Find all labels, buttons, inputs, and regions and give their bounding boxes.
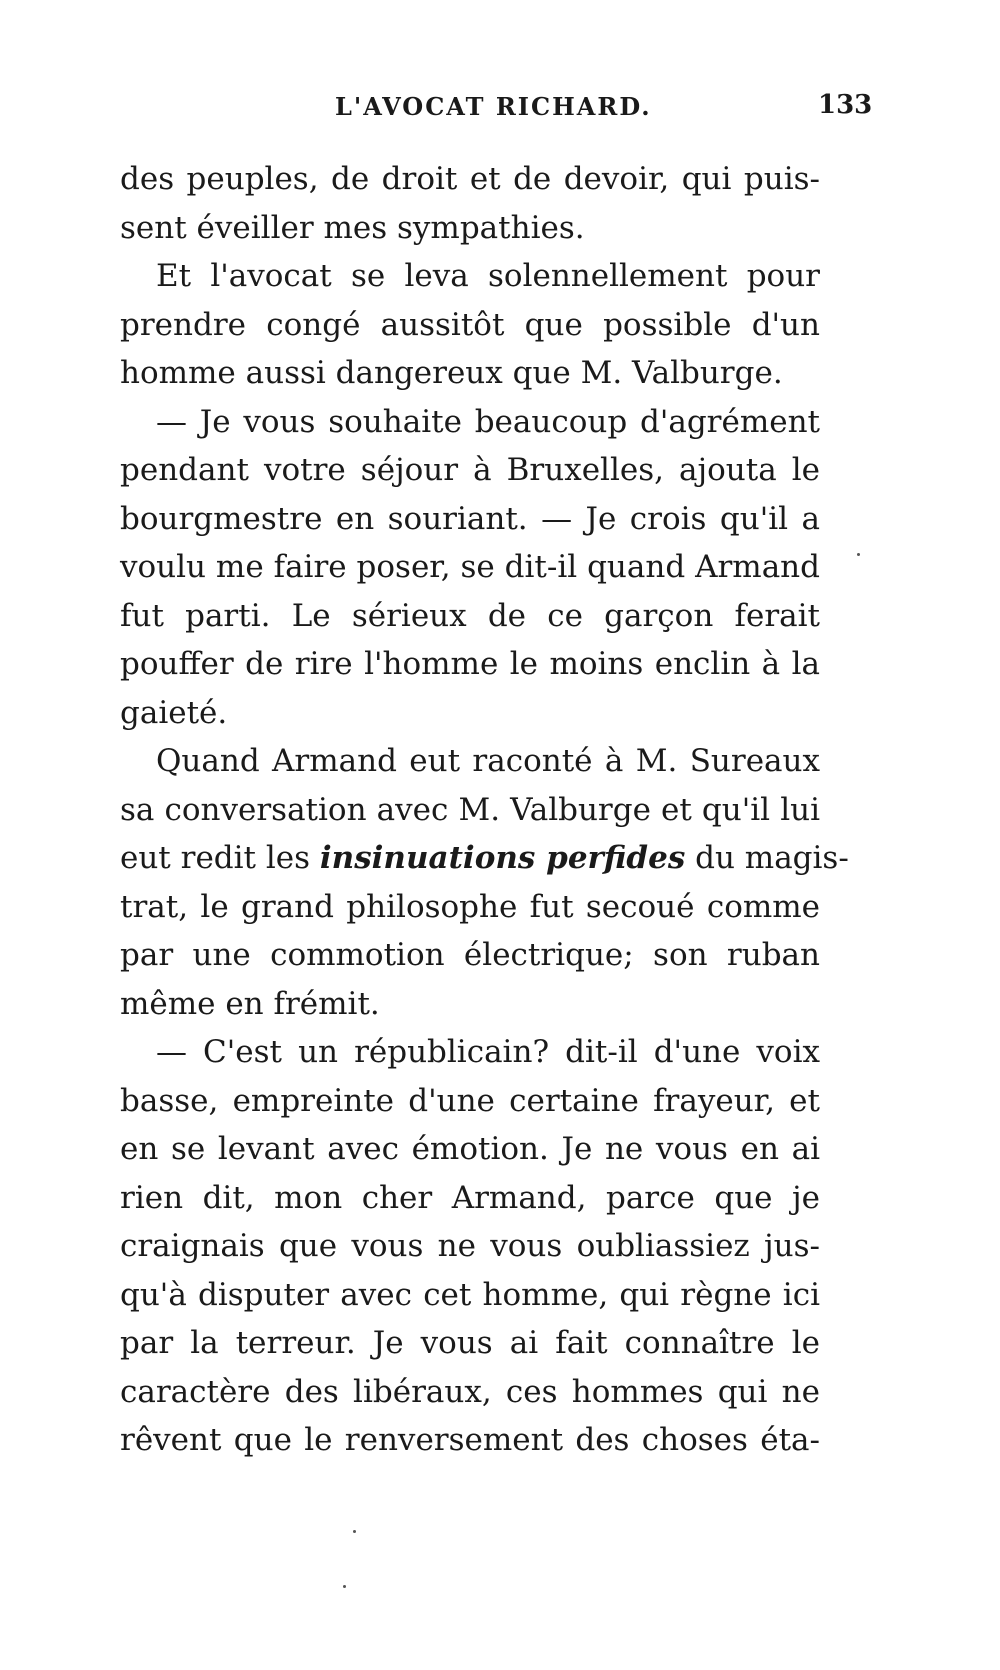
text-line: trat, le grand philosophe fut secoué comme bbox=[120, 888, 820, 925]
text-line: rien dit, mon cher Armand, parce que je bbox=[120, 1179, 820, 1216]
text-line: pendant votre séjour à Bruxelles, ajouta le bbox=[120, 452, 820, 488]
text-line: bourgmestre en souriant. — Je crois qu'il a bbox=[120, 500, 820, 537]
text-line: pouffer de rire l'homme le moins enclin à la bbox=[120, 646, 820, 682]
text-line: même en frémit. bbox=[120, 985, 380, 1022]
text-segment: du magis- bbox=[685, 840, 849, 876]
text-segment: eut redit les bbox=[120, 840, 320, 876]
text-line: sa conversation avec M. Valburge et qu'il lui bbox=[120, 791, 820, 828]
text-line: sent éveiller mes sympathies. bbox=[120, 209, 585, 246]
text-line: fut parti. Le sérieux de ce garçon ferait bbox=[120, 597, 820, 634]
text-line: Et l'avocat se leva solennellement pour bbox=[156, 258, 820, 294]
italic-phrase: insinuations perfides bbox=[319, 840, 686, 876]
text-line: des peuples, de droit et de devoir, qui puis- bbox=[120, 161, 820, 197]
text-line: caractère des libéraux, ces hommes qui ne bbox=[120, 1373, 820, 1410]
text-line: prendre congé aussitôt que possible d'un bbox=[120, 306, 820, 343]
body-text bbox=[120, 155, 849, 1465]
text-line: par une commotion électrique; son ruban bbox=[120, 937, 820, 973]
text-line: — Je vous souhaite beaucoup d'agrément bbox=[156, 403, 820, 440]
text-line: qu'à disputer avec cet homme, qui règne ici bbox=[120, 1276, 820, 1313]
text-line: basse, empreinte d'une certaine frayeur, et bbox=[120, 1082, 820, 1119]
text-line: gaieté. bbox=[120, 694, 228, 731]
running-title: L'AVOCAT RICHARD. bbox=[335, 92, 652, 121]
text-line: en se levant avec émotion. Je ne vous en ai bbox=[120, 1131, 820, 1167]
text-line: par la terreur. Je vous ai fait connaître le bbox=[120, 1325, 820, 1361]
text-line: voulu me faire poser, se dit-il quand Armand bbox=[120, 549, 820, 585]
text-line: — C'est un républicain? dit-il d'une voix bbox=[156, 1034, 820, 1070]
ink-speck bbox=[857, 553, 860, 556]
text-line: Quand Armand eut raconté à M. Sureaux bbox=[156, 743, 820, 779]
ink-speck bbox=[343, 1585, 346, 1588]
page-number: 133 bbox=[818, 90, 873, 120]
ink-speck bbox=[353, 1530, 356, 1533]
text-line: homme aussi dangereux que M. Valburge. bbox=[120, 355, 783, 391]
text-line: craignais que vous ne vous oubliassiez jus- bbox=[120, 1228, 820, 1264]
text-line-with-italic bbox=[120, 834, 849, 883]
text-line: rêvent que le renversement des choses éta- bbox=[120, 1422, 820, 1458]
